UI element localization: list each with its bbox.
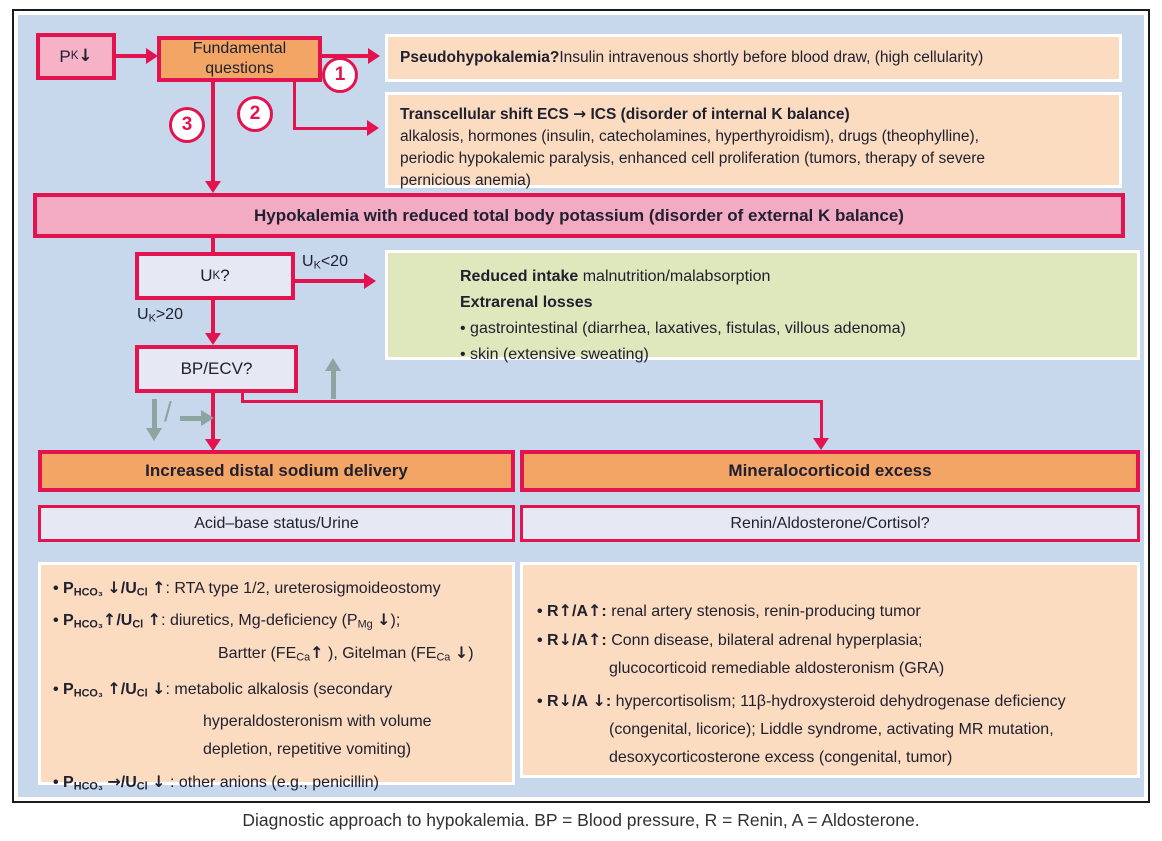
renin-aldo-bullet-3-continuation-2: desoxycorticosterone excess (congenital, tumor) <box>609 749 953 766</box>
renin-aldosterone-cortisol-box: Renin/Aldosterone/Cortisol? <box>520 505 1140 542</box>
ecv-slash-separator: / <box>164 396 172 427</box>
arrow-uk-to-extrarenal-line <box>295 279 365 283</box>
transcellular-line-3: pernicious anemia) <box>400 172 531 189</box>
renin-aldo-bullet-3: • R↓/A ↓: hypercortisolism; 11β-hydroxysteroid dehydrogenase deficiency <box>537 691 1066 710</box>
renin-aldo-bullet-2: • R↓/A↑: Conn disease, bilateral adrenal hyperplasia; <box>537 630 923 649</box>
connector-fundamental-to-transcellular-vertical <box>293 82 296 130</box>
acid-base-bullet-3: • PHCO₃ ↑/UCl ↓: metabolic alkalosis (secondary <box>53 679 393 700</box>
fundamental-questions-box: Fundamental questions <box>157 36 322 82</box>
badge-question-1: 1 <box>322 57 358 93</box>
acid-base-bullet-3-continuation-1: hyperaldosteronism with volume <box>203 712 432 730</box>
arrow-fundamental-to-pseudo-head <box>368 48 380 64</box>
connector-bpecv-to-mineralocorticoid-horizontal <box>241 400 823 403</box>
ecv-right-arrow-icon <box>201 410 214 426</box>
transcellular-shift-box <box>385 92 1122 188</box>
increased-distal-sodium-header: Increased distal sodium delivery <box>38 450 515 492</box>
transcellular-line-2: periodic hypokalemic paralysis, enhanced cell proliferation (tumors, therapy of severe <box>400 150 985 167</box>
connector-fundamental-to-transcellular-head <box>367 120 379 136</box>
connector-banner-to-uk <box>211 238 215 252</box>
acid-base-bullet-2-continuation: Bartter (FECa↑ ), Gitelman (FECa ↓) <box>218 642 474 664</box>
reduced-intake-extrarenal-box <box>385 250 1140 363</box>
extrarenal-bullet-skin: • skin (extensive sweating) <box>460 346 649 363</box>
transcellular-line-1: alkalosis, hormones (insulin, catecholamines, hyperthyroidism), drugs (theophylline), <box>400 128 979 145</box>
acid-base-bullet-3-continuation-2: depletion, repetitive vomiting) <box>203 740 412 758</box>
arrow-fundamental-to-banner-head <box>205 181 221 193</box>
bp-ecv-question-box: BP/ECV? <box>135 345 298 393</box>
ecv-down-arrow-stem <box>152 399 157 429</box>
figure-caption: Diagnostic approach to hypokalemia. BP = Blood pressure, R = Renin, A = Aldosterone. <box>242 810 920 830</box>
ecv-right-arrow-stem <box>180 416 202 421</box>
connector-bpecv-to-mineralocorticoid-head <box>813 438 829 450</box>
arrow-uk-to-bpecv-line <box>211 300 215 334</box>
connector-bpecv-to-mineralocorticoid-vertical <box>820 400 823 440</box>
extrarenal-losses-line: Extrarenal losses <box>460 294 593 311</box>
renin-aldo-bullet-1: • R↑/A↑: renal artery stenosis, renin-producing tumor <box>537 601 921 620</box>
uk-question-box: U K ? <box>135 252 295 300</box>
transcellular-title: Transcellular shift ECS → ICS (disorder of internal K balance) <box>400 105 850 123</box>
renin-aldosterone-details-box <box>520 562 1140 778</box>
extrarenal-bullet-gastrointestinal: • gastrointestinal (diarrhea, laxatives, fistulas, villous adenoma) <box>460 320 906 337</box>
acid-base-details-box <box>38 562 515 792</box>
arrow-fundamental-to-banner-line <box>211 82 215 182</box>
acid-base-status-box: Acid–base status/Urine <box>38 505 515 542</box>
hypokalemia-banner: Hypokalemia with reduced total body potassium (disorder of external K balance) <box>33 193 1125 238</box>
ecv-down-arrow-icon <box>146 428 162 441</box>
renin-aldo-bullet-2-continuation: glucocorticoid remediable aldosteronism (GRA) <box>609 660 945 677</box>
arrow-uk-to-bpecv-head <box>205 333 221 345</box>
mineralocorticoid-excess-header: Mineralocorticoid excess <box>520 450 1140 492</box>
plasma-potassium-low-box: P K ↓ <box>36 33 116 80</box>
ecv-up-arrow-stem <box>331 371 336 399</box>
ecv-up-arrow-icon <box>325 358 341 371</box>
pseudohypokalemia-box: Pseudohypokalemia? Insulin intravenous shortly before blood draw, (high cellularity) <box>385 34 1122 82</box>
acid-base-bullet-1: • PHCO₃ ↓/UCl ↑: RTA type 1/2, ureterosigmoideostomy <box>53 578 441 599</box>
renin-aldo-bullet-3-continuation-1: (congenital, licorice); Liddle syndrome, activating MR mutation, <box>609 721 1054 738</box>
label-uk-greater-20: UK>20 <box>137 306 183 325</box>
acid-base-bullet-2: • PHCO₃↑/UCl ↑: diuretics, Mg-deficiency (PMg ↓); <box>53 610 401 631</box>
reduced-intake-line: Reduced intake malnutrition/malabsorption <box>460 268 771 285</box>
label-uk-less-20: UK<20 <box>302 253 348 272</box>
arrow-uk-to-extrarenal-head <box>364 273 376 289</box>
connector-fundamental-to-transcellular-horizontal <box>293 127 369 130</box>
badge-question-3: 3 <box>169 107 205 143</box>
badge-question-2: 2 <box>237 96 273 132</box>
acid-base-bullet-4: • PHCO₃ →/UCl ↓ : other anions (e.g., penicillin) <box>53 771 379 792</box>
arrow-pk-to-fundamental-line <box>116 54 148 58</box>
